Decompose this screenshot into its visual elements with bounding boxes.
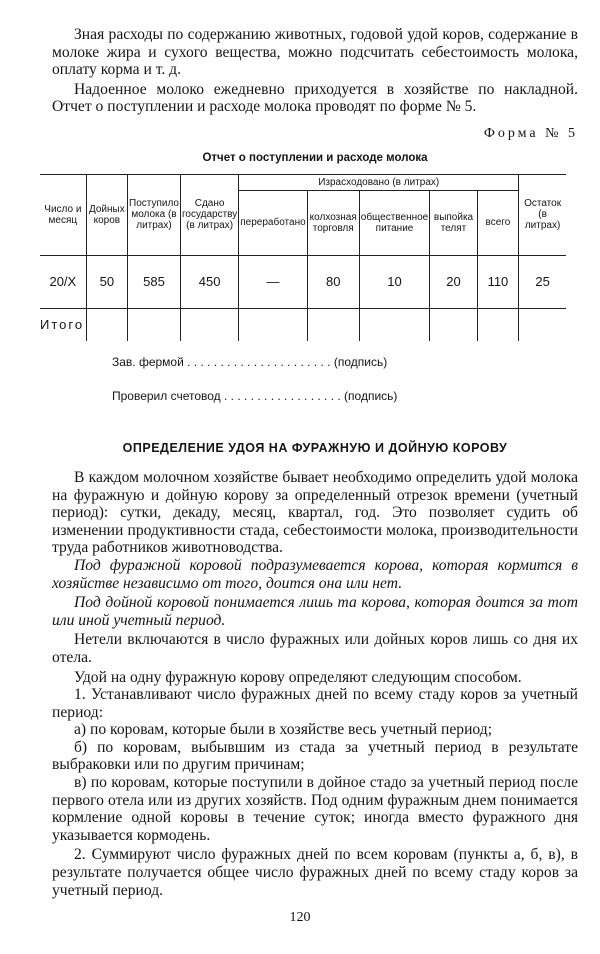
section-paragraph-4: Нетели включаются в число фуражных или дойных коров лишь со дня их отела. (52, 631, 578, 666)
section-paragraph-10: 2. Суммируют число фуражных дней по всем коровам (пункты а, б, в), в результате получается общее число фуражных дней по всему стаду коров за учетный период. (52, 846, 578, 899)
section-paragraph-8: б) по коровам, выбывшим из стада за учетный период в результате выбраковки или по другим причинам; (52, 738, 578, 774)
cell-market: 80 (307, 255, 359, 308)
section-paragraph-3 (52, 594, 578, 629)
definition-milking-cow: Под дойной коровой понимается лишь та корова, которая доится за тот или иной учетный период. (52, 594, 578, 629)
section-paragraph-6: 1. Устанавливают число фуражных дней по всему стаду коров за учетный период: (52, 686, 578, 721)
form-label: Форма № 5 (483, 125, 578, 141)
cell-calves: 20 (430, 255, 477, 308)
section-paragraph-9: в) по коровам, которые поступили в дойное стадо за учетный период после первого отела или из других хозяйств. Под одним фуражным днем понимается кормление одной коровы в течение суток; иногда вместо фуражного дня указывается кормодень. (52, 774, 578, 844)
section-paragraph-7: а) по коровам, которые были в хозяйстве весь учетный период; (74, 721, 493, 739)
total-label: Итого (40, 308, 86, 341)
header-delivered: Сдано государству (в литрах) (180, 174, 238, 255)
cell-cows: 50 (86, 255, 127, 308)
section-paragraph-1: В каждом молочном хозяйстве бывает необходимо определить удой молока на фуражную и дойную корову за определенный отрезок времени (учетный период): сутки, декаду, месяц, квартал, год. Это позволяет судить об изменении продуктивности стада, себестоимости молока, производительности труда работников животноводства. (52, 468, 578, 557)
table-total-row (40, 308, 566, 341)
intro-paragraph-1: Зная расходы по содержанию животных, годовой удой коров, содержание в молоке жира и сухого вещества, можно подсчитать себестоимость молока, оплату корма и т. д. (52, 26, 578, 79)
header-calves: выпойка телят (430, 190, 477, 255)
header-remainder: Остаток (в литрах) (519, 174, 566, 255)
signature-farm-head: Зав. фермой . . . . . . . . . . . . . . . . . . . . . . (подпись) (112, 354, 388, 369)
cell-total: 110 (477, 255, 518, 308)
header-date: Число и месяц (40, 174, 86, 255)
header-received: Поступило молока (в литрах) (128, 174, 181, 255)
header-total: всего (477, 190, 518, 255)
section-paragraph-2 (52, 557, 578, 592)
page-number: 120 (289, 910, 311, 925)
cell-delivered: 450 (180, 255, 238, 308)
milk-report-table (40, 174, 566, 341)
page-body (40, 26, 578, 899)
header-market: колхозная торговля (307, 190, 359, 255)
intro-paragraph-2: Надоенное молоко ежедневно приходуется в хозяйстве по накладной. Отчет о поступлении и расходе молока проводят по форме № 5. (52, 80, 578, 116)
header-cows: Дойных коров (86, 174, 127, 255)
header-catering: общественное питание (359, 190, 429, 255)
table-row (40, 255, 566, 308)
table-caption: Отчет о поступлении и расходе молока (202, 151, 428, 164)
signature-accountant: Проверил счетовод . . . . . . . . . . . . . . . . . . (подпись) (112, 388, 398, 403)
cell-remainder: 25 (519, 255, 566, 308)
cell-date: 20/X (40, 255, 86, 308)
definition-forage-cow: Под фуражной коровой подразумевается корова, которая кормится в хозяйстве независимо от того, доится она или нет. (52, 556, 578, 592)
header-processing: переработано (239, 190, 307, 255)
cell-catering: 10 (359, 255, 429, 308)
cell-received: 585 (128, 255, 181, 308)
header-spent-group: Израсходовано (в литрах) (239, 174, 519, 190)
section-paragraph-5: Удой на одну фуражную корову определяют следующим способом. (74, 668, 522, 686)
cell-processing: — (239, 255, 307, 308)
section-title: ОПРЕДЕЛЕНИЕ УДОЯ НА ФУРАЖНУЮ И ДОЙНУЮ КОРОВУ (122, 440, 508, 455)
